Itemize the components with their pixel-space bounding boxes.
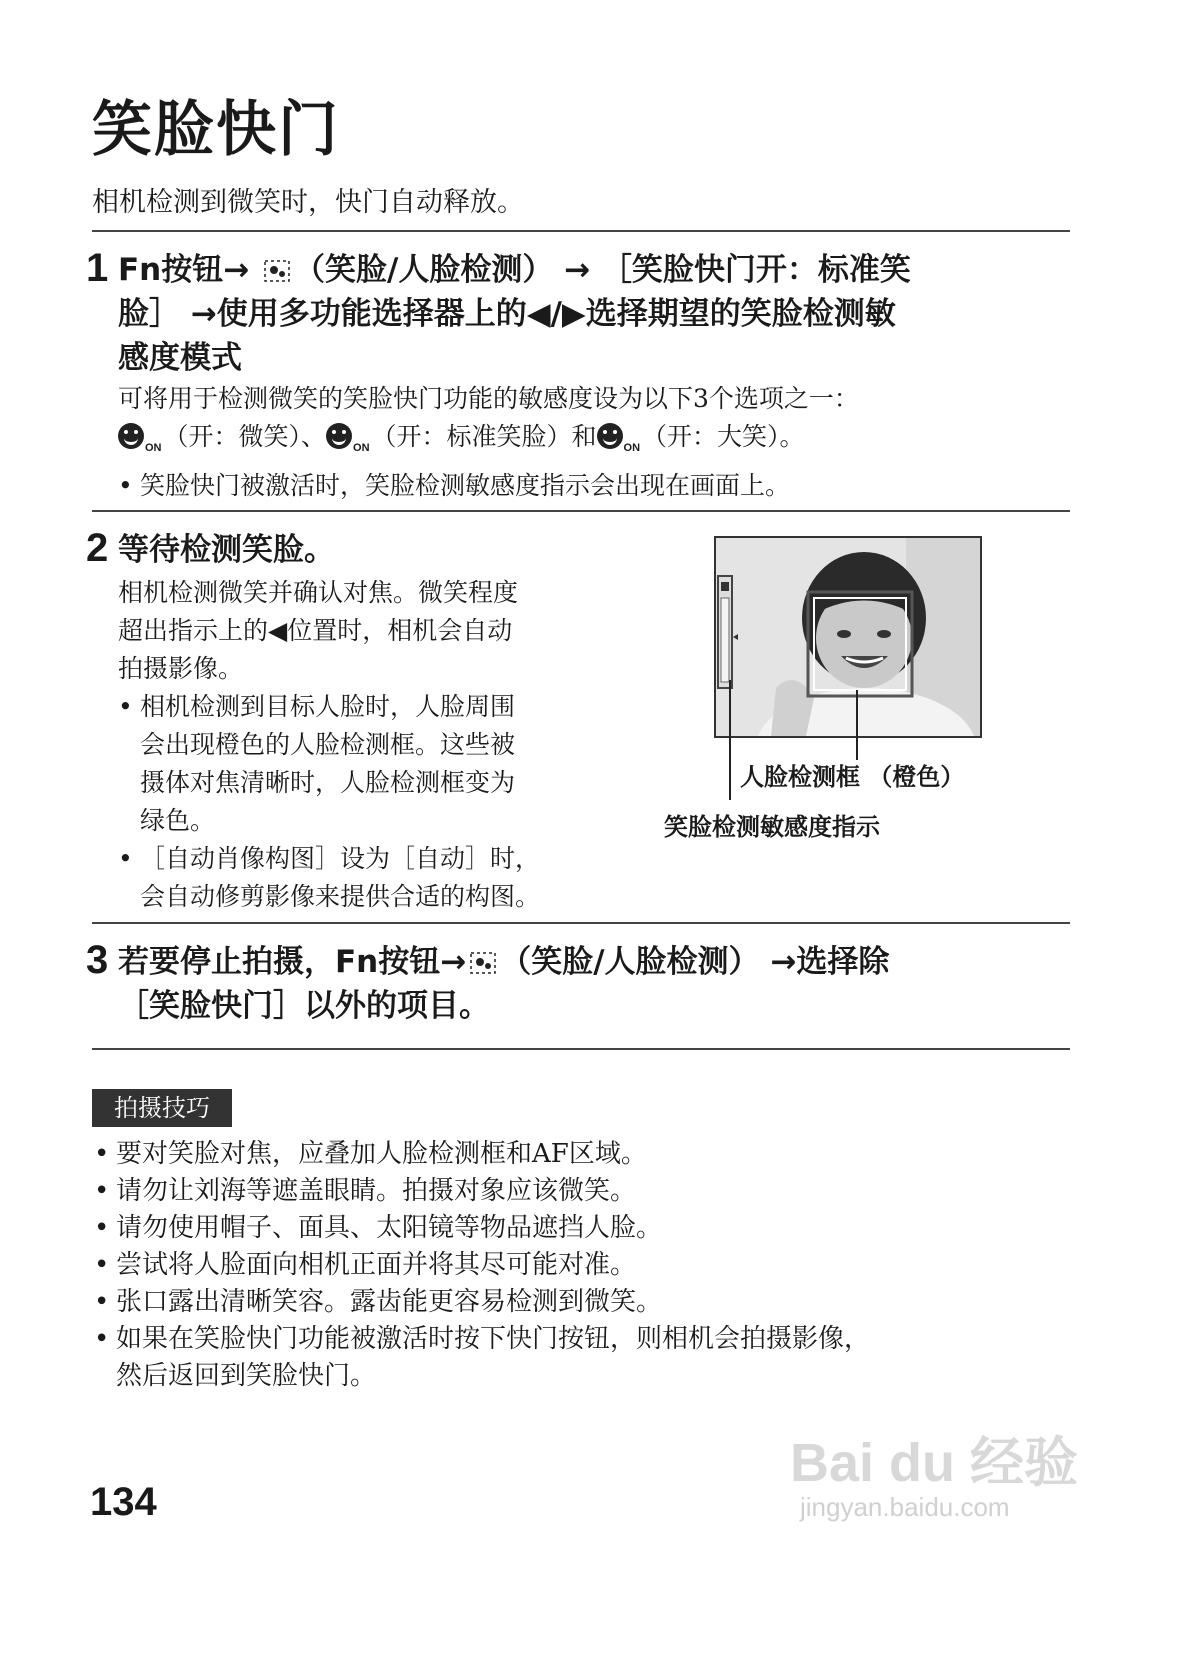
smile-icon (597, 423, 623, 449)
step-2-bullet-line: • ［自动肖像构图］设为［自动］时， (140, 844, 541, 873)
tip-item: • 如果在笑脸快门功能被激活时按下快门按钮，则相机会拍摄影像， (92, 1321, 1032, 1358)
face-detection-icon (470, 952, 496, 974)
step-1-body (118, 380, 1018, 505)
step-2-line: 拍摄影像。 (118, 654, 244, 683)
step-1-heading-line: 感度模式 (118, 340, 242, 376)
step-2-number: 2 (86, 526, 109, 570)
on-badge: ON (623, 442, 641, 454)
step-2-bullet-line: 绿色。 (140, 806, 216, 835)
tip-item-continuation (92, 1358, 1032, 1395)
step-3-number: 3 (86, 938, 109, 982)
tips-tab-label: 拍摄技巧 (92, 1089, 232, 1127)
step-1-heading-part: （笑脸/人脸检测） → ［笑脸快门开：标准笑 (294, 252, 911, 288)
step-1-heading (118, 248, 998, 380)
tip-item: • 张口露出清晰笑容。露齿能更容易检测到微笑。 (92, 1284, 1032, 1321)
page-title: 笑脸快门 (92, 95, 340, 165)
watermark-url: jingyan.baidu.com (800, 1492, 1010, 1522)
tip-item: • 请勿使用帽子、面具、太阳镜等物品遮挡人脸。 (92, 1210, 1032, 1247)
step-1-number: 1 (86, 246, 109, 290)
step-3-heading-part: （笑脸/人脸检测） →选择除 (500, 944, 890, 980)
step-3-heading-line: ［笑脸快门］以外的项目。 (118, 988, 490, 1024)
step-2-bullet-line: • 相机检测到目标人脸时，人脸周围 (140, 692, 516, 721)
smile-icon (118, 423, 144, 449)
step-1-options (118, 418, 1018, 467)
option-slight-smile: （开：微笑）、 (163, 422, 327, 451)
tips-list (92, 1136, 1032, 1395)
intro-text: 相机检测到微笑时，快门自动释放。 (92, 187, 524, 218)
step-2-line: 相机检测微笑并确认对焦。微笑程度 (118, 578, 519, 607)
step-3-heading (118, 940, 998, 1028)
sensitivity-indicator-callout: 笑脸检测敏感度指示 (664, 813, 880, 841)
on-badge: ON (145, 442, 162, 454)
on-badge: ON (353, 442, 370, 454)
step-2-heading: 等待检测笑脸。 (118, 532, 335, 568)
baidu-watermark: Bai du 经验 (790, 1433, 1079, 1493)
divider (92, 1048, 1070, 1050)
divider (92, 922, 1070, 924)
step-2-bullet (118, 688, 598, 840)
step-2-bullet (118, 840, 598, 916)
page-number: 134 (90, 1480, 157, 1524)
step-2-line: 超出指示上的◀位置时，相机会自动 (118, 616, 513, 645)
step-1-heading-line: 脸］ →使用多功能选择器上的◀/▶选择期望的笑脸检测敏 (118, 296, 896, 332)
step-1-heading-part: Fn按钮→ (118, 252, 261, 288)
tip-item: • 尝试将人脸面向相机正面并将其尽可能对准。 (92, 1247, 1032, 1284)
option-normal-smile: （开：标准笑脸）和 (371, 422, 597, 451)
divider (92, 510, 1070, 512)
tip-item: • 请勿让刘海等遮盖眼睛。拍摄对象应该微笑。 (92, 1173, 1032, 1210)
divider (92, 230, 1070, 232)
face-frame-callout: 人脸检测框 （橙色） (740, 763, 965, 791)
tip-item: • 要对笑脸对焦，应叠加人脸检测框和AF区域。 (92, 1136, 1032, 1173)
step-2-bullet-line: 会自动修剪影像来提供合适的构图。 (140, 882, 541, 911)
smile-icon (326, 423, 352, 449)
option-big-smile: （开：大笑）。 (642, 422, 805, 451)
face-detection-icon (264, 260, 290, 282)
step-1-bullet: • 笑脸快门被激活时，笑脸检测敏感度指示会出现在画面上。 (118, 467, 1018, 505)
step-2-body (118, 574, 598, 916)
step-3-heading-part: 若要停止拍摄，Fn按钮→ (118, 944, 467, 980)
step-2-bullet-line: 摄体对焦清晰时，人脸检测框变为 (140, 768, 516, 797)
step-2-bullet-line: 会出现橙色的人脸检测框。这些被 (140, 730, 516, 759)
step-1-body-line: 可将用于检测微笑的笑脸快门功能的敏感度设为以下3个选项之一： (118, 384, 859, 413)
tip-text: 然后返回到笑脸快门。 (116, 1361, 377, 1391)
